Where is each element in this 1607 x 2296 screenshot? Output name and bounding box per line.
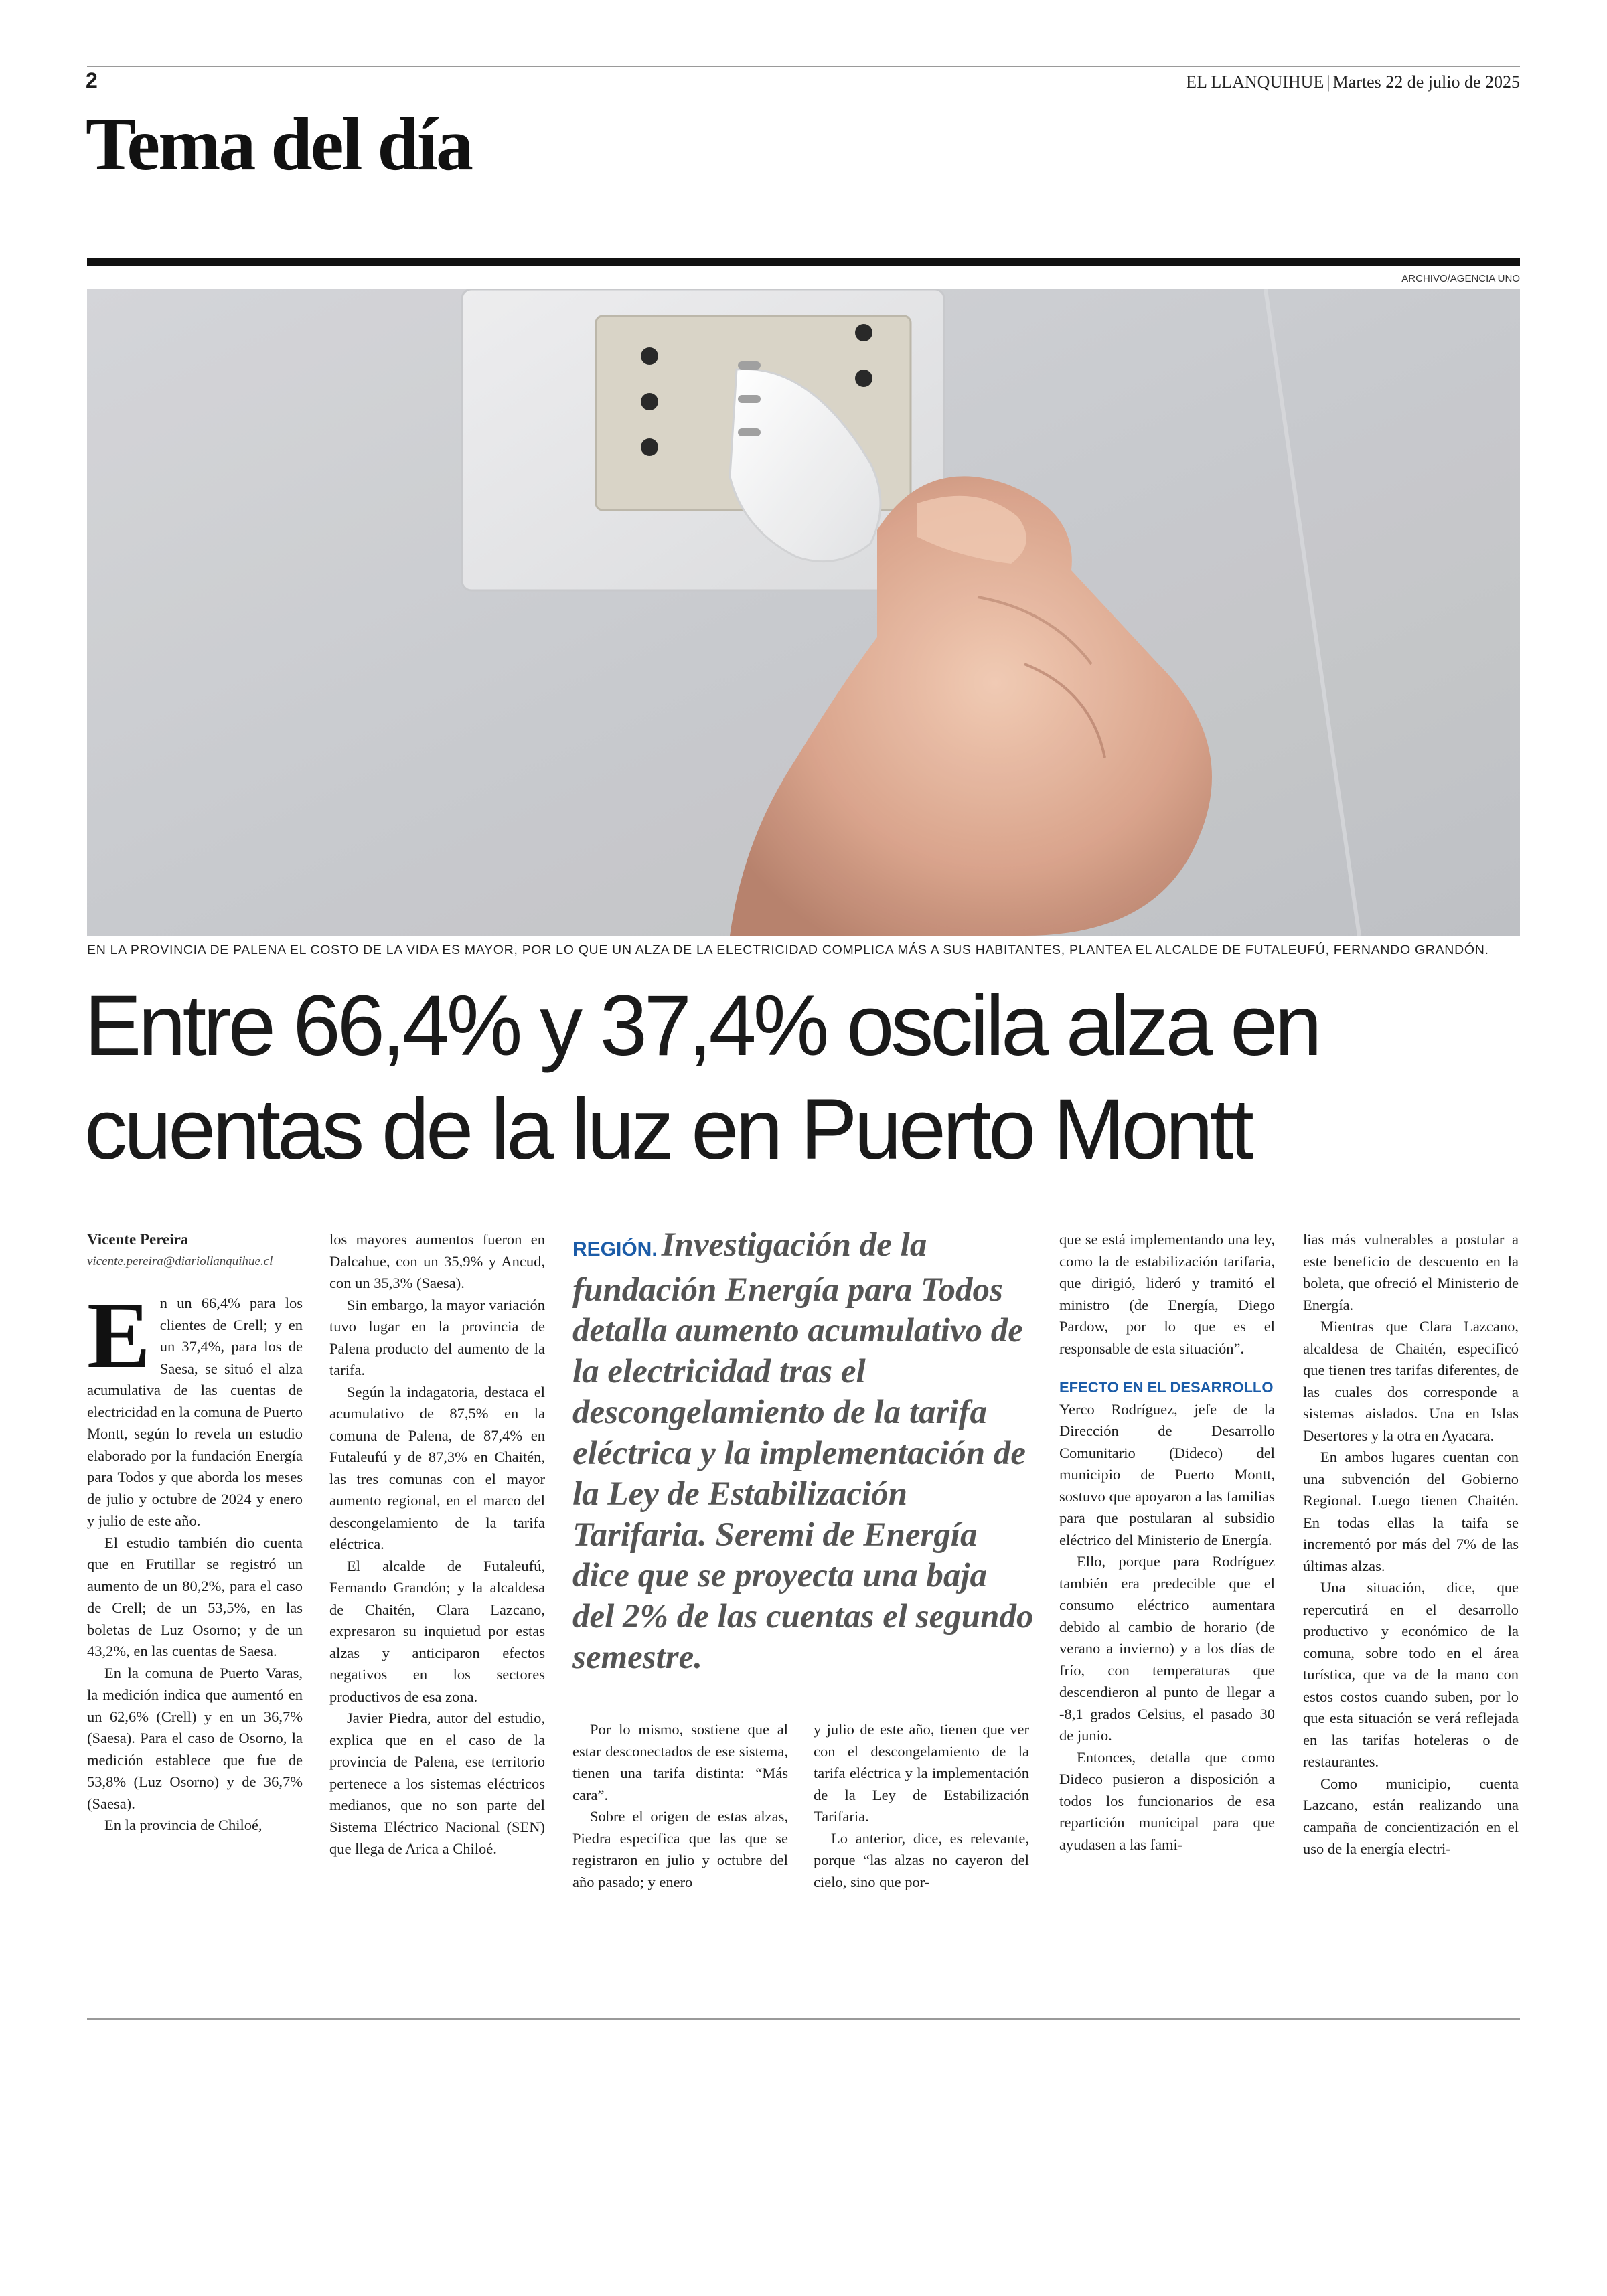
column-3: [572, 1719, 788, 1893]
plug-hand-illustration: [87, 289, 1520, 936]
paragraph-20: En ambos lugares cuentan con una subvención del Gobierno Regional. Luego tienen Chaitén. En todas ellas la taifa se incrementó por más del 7% de las últimas alzas.: [1303, 1449, 1519, 1574]
author-email[interactable]: vicente.pereira@diariollanquihue.cl: [87, 1254, 273, 1268]
column-4: [814, 1719, 1029, 1893]
lead-label: REGIÓN.: [572, 1238, 658, 1260]
paragraph-8: El alcalde de Futaleufú, Fernando Grandón; y la alcaldesa de Chaitén, Clara Lazcano, expresaron su inquietud por estas alzas y anticiparon efectos negativos en los sectores productivos de esa zona.: [329, 1557, 545, 1705]
page-number: 2: [86, 68, 98, 92]
paragraph-21: Una situación, dice, que repercutirá en el desarrollo productivo y económico de la comuna, sobre todo en el área turística, que va de la mano con estos costos cuando suben, por lo que esta situación se verá reflejada en las tarifas hoteleras o de restaurantes.: [1303, 1579, 1519, 1770]
paragraph-12: y julio de este año, tienen que ver con el descongelamiento de la tarifa eléctrica y la implementación de la Ley de Estabilización Tarifaria.: [814, 1721, 1029, 1825]
paragraph-4: En la provincia de Chiloé,: [104, 1817, 262, 1833]
lead-text: Investigación de la fundación Energía para Todos detalla aumento acumulativo de la electricidad tras el descongelamiento de la tarifa eléctrica y la implementación de la Ley de Estabilización Tarifaria. Seremi de Energía dice que se proyecta una baja del 2% de las cuentas el segundo semestre.: [572, 1226, 1034, 1676]
paragraph-11: Sobre el origen de estas alzas, Piedra especifica que las que se registraron en julio y octubre del año pasado; y enero: [572, 1808, 788, 1890]
newspaper-name: EL LLANQUIHUE: [1186, 72, 1324, 92]
paragraph-3: En la comuna de Puerto Varas, la medición indica que aumentó en un 62,6% (Crell) y en un 36,7% (Saesa). Para el caso de Osorno, la medición establece que fue de 53,8% (Luz Osorno) y de 36,7% (Saesa).: [87, 1664, 303, 1812]
paragraph-9: Javier Piedra, autor del estudio, explica que en el caso de la provincia de Palena, ese territorio pertenece a los sistemas eléctricos medianos, que no son parte del Sistema Eléctrico Nacional (SEN) que llega de Arica a Chiloé.: [329, 1710, 545, 1857]
headline: [84, 974, 1531, 1181]
paragraph-15: Yerco Rodríguez, jefe de la Dirección de Desarrollo Comunitario (Dideco) del municipio de Puerto Montt, sostuvo que apoyaron a las familias para que postularan al subsidio eléctrico del Ministerio de Energía.: [1059, 1400, 1275, 1548]
section-rule: [87, 258, 1520, 266]
headline-line-2: cuentas de la luz en Puerto Montt: [84, 1082, 1251, 1177]
paragraph-17: Entonces, detalla que como Dideco pusieron a disposición a todos los funcionarios de esa repartición municipal para que ayudasen a las fami-: [1059, 1748, 1275, 1853]
article-photo: [87, 289, 1520, 936]
paragraph-6: Sin embargo, la mayor variación tuvo lugar en la provincia de Palena producto del aumento de la tarifa.: [329, 1296, 545, 1378]
masthead: EL LLANQUIHUE | Martes 22 de julio de 2025: [1186, 72, 1520, 92]
drop-cap: E: [87, 1282, 151, 1388]
author-name: Vicente Pereira: [87, 1231, 189, 1248]
photo-caption: EN LA PROVINCIA DE PALENA EL COSTO DE LA VIDA ES MAYOR, POR LO QUE UN ALZA DE LA ELECTRICIDAD COMPLICA MÁS A SUS HABITANTES, PLANTEA EL ALCALDE DE FUTALEUFÚ, FERNANDO GRANDÓN.: [87, 942, 1489, 957]
paragraph-2: El estudio también dio cuenta que en Frutillar se registró un aumento de un 80,2%, para el caso de Crell; de un 53,5%, en las boletas de Luz Osorno; y de un 43,2%, en las cuentas de Saesa.: [87, 1534, 303, 1659]
headline-line-1: Entre 66,4% y 37,4% oscila alza en: [84, 978, 1319, 1074]
top-rule: [87, 66, 1520, 67]
paragraph-22: Como municipio, cuenta Lazcano, están realizando una campaña de concientización en el uso de la energía electri-: [1303, 1775, 1519, 1857]
paragraph-14: que se está implementando una ley, como la de estabilización tarifaria, que dirigió, lideró y tramitó el ministro (de Energía, Diego Pardow, por lo que es el responsable de esta situación”.: [1059, 1231, 1275, 1357]
paragraph-19: Mientras que Clara Lazcano, alcaldesa de Chaitén, especificó que tienen tres tarifas diferentes, de las cuales dos corresponde a sistemas aislados. Una en Islas Desertores y la otra en Ayacara.: [1303, 1318, 1519, 1444]
paragraph-5: los mayores aumentos fueron en Dalcahue, con un 35,9% y Ancud, con un 35,3% (Saesa).: [329, 1231, 545, 1291]
column-6: [1303, 1229, 1519, 1860]
paragraph-13: Lo anterior, dice, es relevante, porque “las alzas no cayeron del cielo, sino que por-: [814, 1829, 1029, 1890]
column-5: [1059, 1229, 1275, 1856]
paragraph-1: En un 66,4% para los clientes de Crell; y en un 37,4%, para los de Saesa, se situó el alza acumulativa de las cuentas de electricidad en la comuna de Puerto Montt, según lo revela un estudio elaborado por la fundación Energía para Todos y que aborda los meses de julio y octubre de 2024 y enero y julio de este año.: [87, 1282, 303, 1529]
issue-date: Martes 22 de julio de 2025: [1332, 72, 1520, 92]
paragraph-10: Por lo mismo, sostiene que al estar desconectados de ese sistema, tienen una tarifa distinta: “Más cara”.: [572, 1721, 788, 1803]
photo-credit: ARCHIVO/AGENCIA UNO: [1401, 273, 1520, 284]
column-2: [329, 1229, 545, 1860]
paragraph-7: Según la indagatoria, destaca el acumulativo de 87,5% en la comuna de Palena, de 87,4% en Futaleufú y de 87,3% en Chaitén, las tres comunas con el mayor aumento regional, en el marco del descongelamiento de la tarifa eléctrica.: [329, 1383, 545, 1552]
paragraph-18: lias más vulnerables a postular a este beneficio de descuento en la boleta, que ofreció el Ministerio de Energía.: [1303, 1231, 1519, 1313]
subheading: EFECTO EN EL DESARROLLO: [1059, 1379, 1274, 1396]
column-1: [87, 1229, 303, 1837]
paragraph-16: Ello, porque para Rodríguez también era predecible que el consumo eléctrico aumentara debido al cambio de horario (de verano a invierno) y a los días de frío, con temperaturas que descendieron al punto de llegar a -8,1 grados Celsius, el pasado 30 de junio.: [1059, 1553, 1275, 1744]
lead-summary: [572, 1225, 1035, 1678]
section-title: Tema del día: [86, 103, 471, 186]
bottom-rule: [87, 2018, 1520, 2020]
